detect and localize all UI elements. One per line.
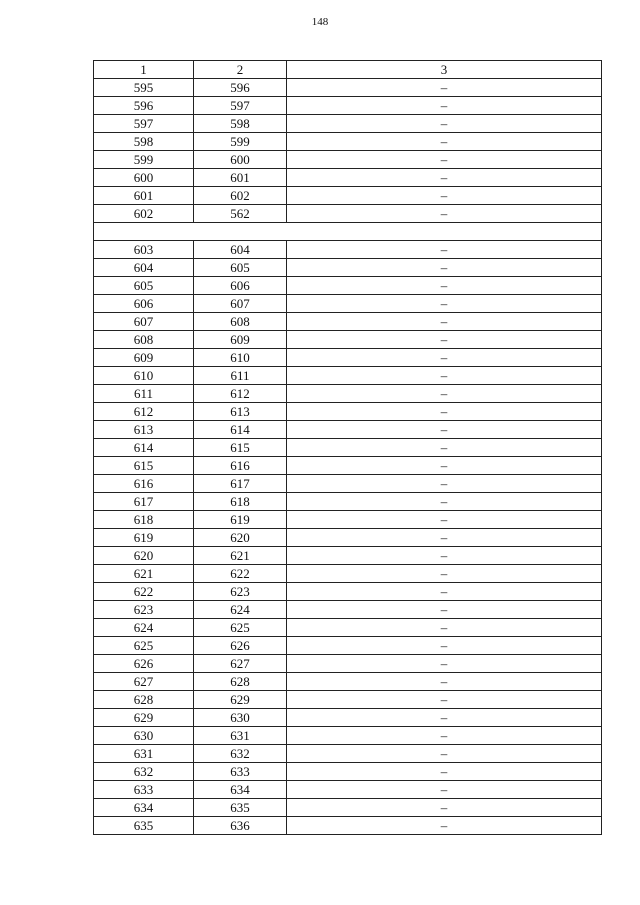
table-cell: – xyxy=(287,727,602,745)
table-cell: 604 xyxy=(94,259,194,277)
table-cell: 621 xyxy=(194,547,287,565)
table-cell: 624 xyxy=(94,619,194,637)
table-cell: 599 xyxy=(94,151,194,169)
table-cell: – xyxy=(287,97,602,115)
table-cell: 628 xyxy=(94,691,194,709)
table-cell: 627 xyxy=(94,673,194,691)
table-cell: 631 xyxy=(94,745,194,763)
table-cell: 607 xyxy=(94,313,194,331)
table-cell: 635 xyxy=(194,799,287,817)
table-cell: – xyxy=(287,295,602,313)
table-cell: 598 xyxy=(94,133,194,151)
table-row xyxy=(94,205,602,223)
table-cell: 633 xyxy=(194,763,287,781)
table-cell: 596 xyxy=(194,79,287,97)
table-cell: – xyxy=(287,475,602,493)
table-row xyxy=(94,331,602,349)
table-cell: 597 xyxy=(94,115,194,133)
table-row xyxy=(94,655,602,673)
table-row xyxy=(94,457,602,475)
table-cell: – xyxy=(287,781,602,799)
table-cell: 622 xyxy=(94,583,194,601)
table-cell: – xyxy=(287,277,602,295)
table-cell: – xyxy=(287,421,602,439)
table-cell: – xyxy=(287,511,602,529)
table-cell: 623 xyxy=(94,601,194,619)
table-cell: 610 xyxy=(94,367,194,385)
table-cell: – xyxy=(287,745,602,763)
table-row xyxy=(94,151,602,169)
table-cell: – xyxy=(287,367,602,385)
table-cell: 616 xyxy=(194,457,287,475)
table-row xyxy=(94,799,602,817)
table-cell: – xyxy=(287,403,602,421)
table-cell: 636 xyxy=(194,817,287,835)
table-cell: 595 xyxy=(94,79,194,97)
table-cell: 611 xyxy=(94,385,194,403)
table-row xyxy=(94,169,602,187)
table-cell: – xyxy=(287,259,602,277)
table-cell: 624 xyxy=(194,601,287,619)
table-cell: 632 xyxy=(94,763,194,781)
table-row xyxy=(94,259,602,277)
table-row xyxy=(94,187,602,205)
table-cell: – xyxy=(287,385,602,403)
table-cell: 618 xyxy=(94,511,194,529)
table-cell: 617 xyxy=(194,475,287,493)
table-cell: – xyxy=(287,79,602,97)
table-cell: 599 xyxy=(194,133,287,151)
table-cell: – xyxy=(287,619,602,637)
table-cell: 614 xyxy=(94,439,194,457)
table-row xyxy=(94,115,602,133)
table-cell: 625 xyxy=(194,619,287,637)
table-header-row xyxy=(94,61,602,79)
data-table xyxy=(93,60,602,835)
table-cell: – xyxy=(287,763,602,781)
table-cell: – xyxy=(287,673,602,691)
table-row xyxy=(94,367,602,385)
table-cell: – xyxy=(287,709,602,727)
table-cell: 601 xyxy=(194,169,287,187)
table-cell: 629 xyxy=(194,691,287,709)
table-row xyxy=(94,565,602,583)
table-cell: 609 xyxy=(194,331,287,349)
table-cell: – xyxy=(287,547,602,565)
table-cell: 629 xyxy=(94,709,194,727)
table-cell: 606 xyxy=(94,295,194,313)
table-row xyxy=(94,241,602,259)
table-cell: 630 xyxy=(194,709,287,727)
table-cell: – xyxy=(287,457,602,475)
table-row xyxy=(94,619,602,637)
table-cell: – xyxy=(287,169,602,187)
table-cell: – xyxy=(287,115,602,133)
table-cell: – xyxy=(287,439,602,457)
table-cell: 602 xyxy=(194,187,287,205)
table-row xyxy=(94,493,602,511)
table-cell: 562 xyxy=(194,205,287,223)
table-cell: – xyxy=(287,799,602,817)
table-cell: 619 xyxy=(194,511,287,529)
table-cell: – xyxy=(287,565,602,583)
table-cell: 626 xyxy=(194,637,287,655)
table-row xyxy=(94,79,602,97)
table-separator-row xyxy=(94,223,602,241)
table-cell: 625 xyxy=(94,637,194,655)
table-cell: 608 xyxy=(94,331,194,349)
table-row xyxy=(94,277,602,295)
table-row xyxy=(94,385,602,403)
table-cell: – xyxy=(287,493,602,511)
table-row xyxy=(94,601,602,619)
table-cell: 610 xyxy=(194,349,287,367)
table-cell: – xyxy=(287,691,602,709)
table-cell: – xyxy=(287,349,602,367)
column-header: 3 xyxy=(287,61,602,79)
table-row xyxy=(94,637,602,655)
table-cell: 634 xyxy=(94,799,194,817)
table-cell: – xyxy=(287,151,602,169)
table-row xyxy=(94,475,602,493)
table-cell: 620 xyxy=(94,547,194,565)
table-cell: 612 xyxy=(94,403,194,421)
table-cell: 604 xyxy=(194,241,287,259)
table-cell: 598 xyxy=(194,115,287,133)
page-number: 148 xyxy=(311,16,329,28)
table-row xyxy=(94,421,602,439)
table-cell: – xyxy=(287,583,602,601)
table-cell: 613 xyxy=(94,421,194,439)
table-cell: 615 xyxy=(194,439,287,457)
table-cell: 608 xyxy=(194,313,287,331)
separator-cell xyxy=(94,223,602,241)
table-cell: 597 xyxy=(194,97,287,115)
table-row xyxy=(94,313,602,331)
table-cell: 612 xyxy=(194,385,287,403)
table-cell: 601 xyxy=(94,187,194,205)
table-cell: 619 xyxy=(94,529,194,547)
table-cell: – xyxy=(287,331,602,349)
table-cell: 633 xyxy=(94,781,194,799)
table-cell: 626 xyxy=(94,655,194,673)
table-cell: 620 xyxy=(194,529,287,547)
column-header: 1 xyxy=(94,61,194,79)
column-header: 2 xyxy=(194,61,287,79)
table-row xyxy=(94,583,602,601)
table-cell: 615 xyxy=(94,457,194,475)
table-cell: 609 xyxy=(94,349,194,367)
table-row xyxy=(94,781,602,799)
table-row xyxy=(94,745,602,763)
table-row xyxy=(94,133,602,151)
table-cell: 611 xyxy=(194,367,287,385)
table-row xyxy=(94,349,602,367)
table-cell: – xyxy=(287,529,602,547)
table-cell: 614 xyxy=(194,421,287,439)
table-cell: 600 xyxy=(94,169,194,187)
table-cell: 621 xyxy=(94,565,194,583)
table-cell: 618 xyxy=(194,493,287,511)
table-cell: – xyxy=(287,133,602,151)
table-cell: 605 xyxy=(194,259,287,277)
table-cell: – xyxy=(287,241,602,259)
table-row xyxy=(94,763,602,781)
table-cell: 627 xyxy=(194,655,287,673)
table-row xyxy=(94,817,602,835)
table-cell: 606 xyxy=(194,277,287,295)
table-cell: 607 xyxy=(194,295,287,313)
table-cell: – xyxy=(287,205,602,223)
table-cell: 596 xyxy=(94,97,194,115)
table-cell: 631 xyxy=(194,727,287,745)
table-cell: 600 xyxy=(194,151,287,169)
table-cell: – xyxy=(287,601,602,619)
table-row xyxy=(94,673,602,691)
table-cell: 602 xyxy=(94,205,194,223)
table-cell: 622 xyxy=(194,565,287,583)
table-cell: – xyxy=(287,655,602,673)
table-cell: 605 xyxy=(94,277,194,295)
table-row xyxy=(94,727,602,745)
table-cell: 634 xyxy=(194,781,287,799)
table-row xyxy=(94,709,602,727)
table-cell: 613 xyxy=(194,403,287,421)
table-row xyxy=(94,439,602,457)
table-row xyxy=(94,403,602,421)
table-cell: 617 xyxy=(94,493,194,511)
table-cell: – xyxy=(287,817,602,835)
table-row xyxy=(94,511,602,529)
table-cell: – xyxy=(287,637,602,655)
table-row xyxy=(94,529,602,547)
table-cell: 628 xyxy=(194,673,287,691)
table-cell: 616 xyxy=(94,475,194,493)
table-cell: 630 xyxy=(94,727,194,745)
table-row xyxy=(94,97,602,115)
table-row xyxy=(94,295,602,313)
table-cell: 603 xyxy=(94,241,194,259)
table-row xyxy=(94,691,602,709)
table-cell: – xyxy=(287,187,602,205)
table-cell: 623 xyxy=(194,583,287,601)
table-cell: 635 xyxy=(94,817,194,835)
table-cell: – xyxy=(287,313,602,331)
table-body xyxy=(94,61,602,835)
table-cell: 632 xyxy=(194,745,287,763)
table-row xyxy=(94,547,602,565)
